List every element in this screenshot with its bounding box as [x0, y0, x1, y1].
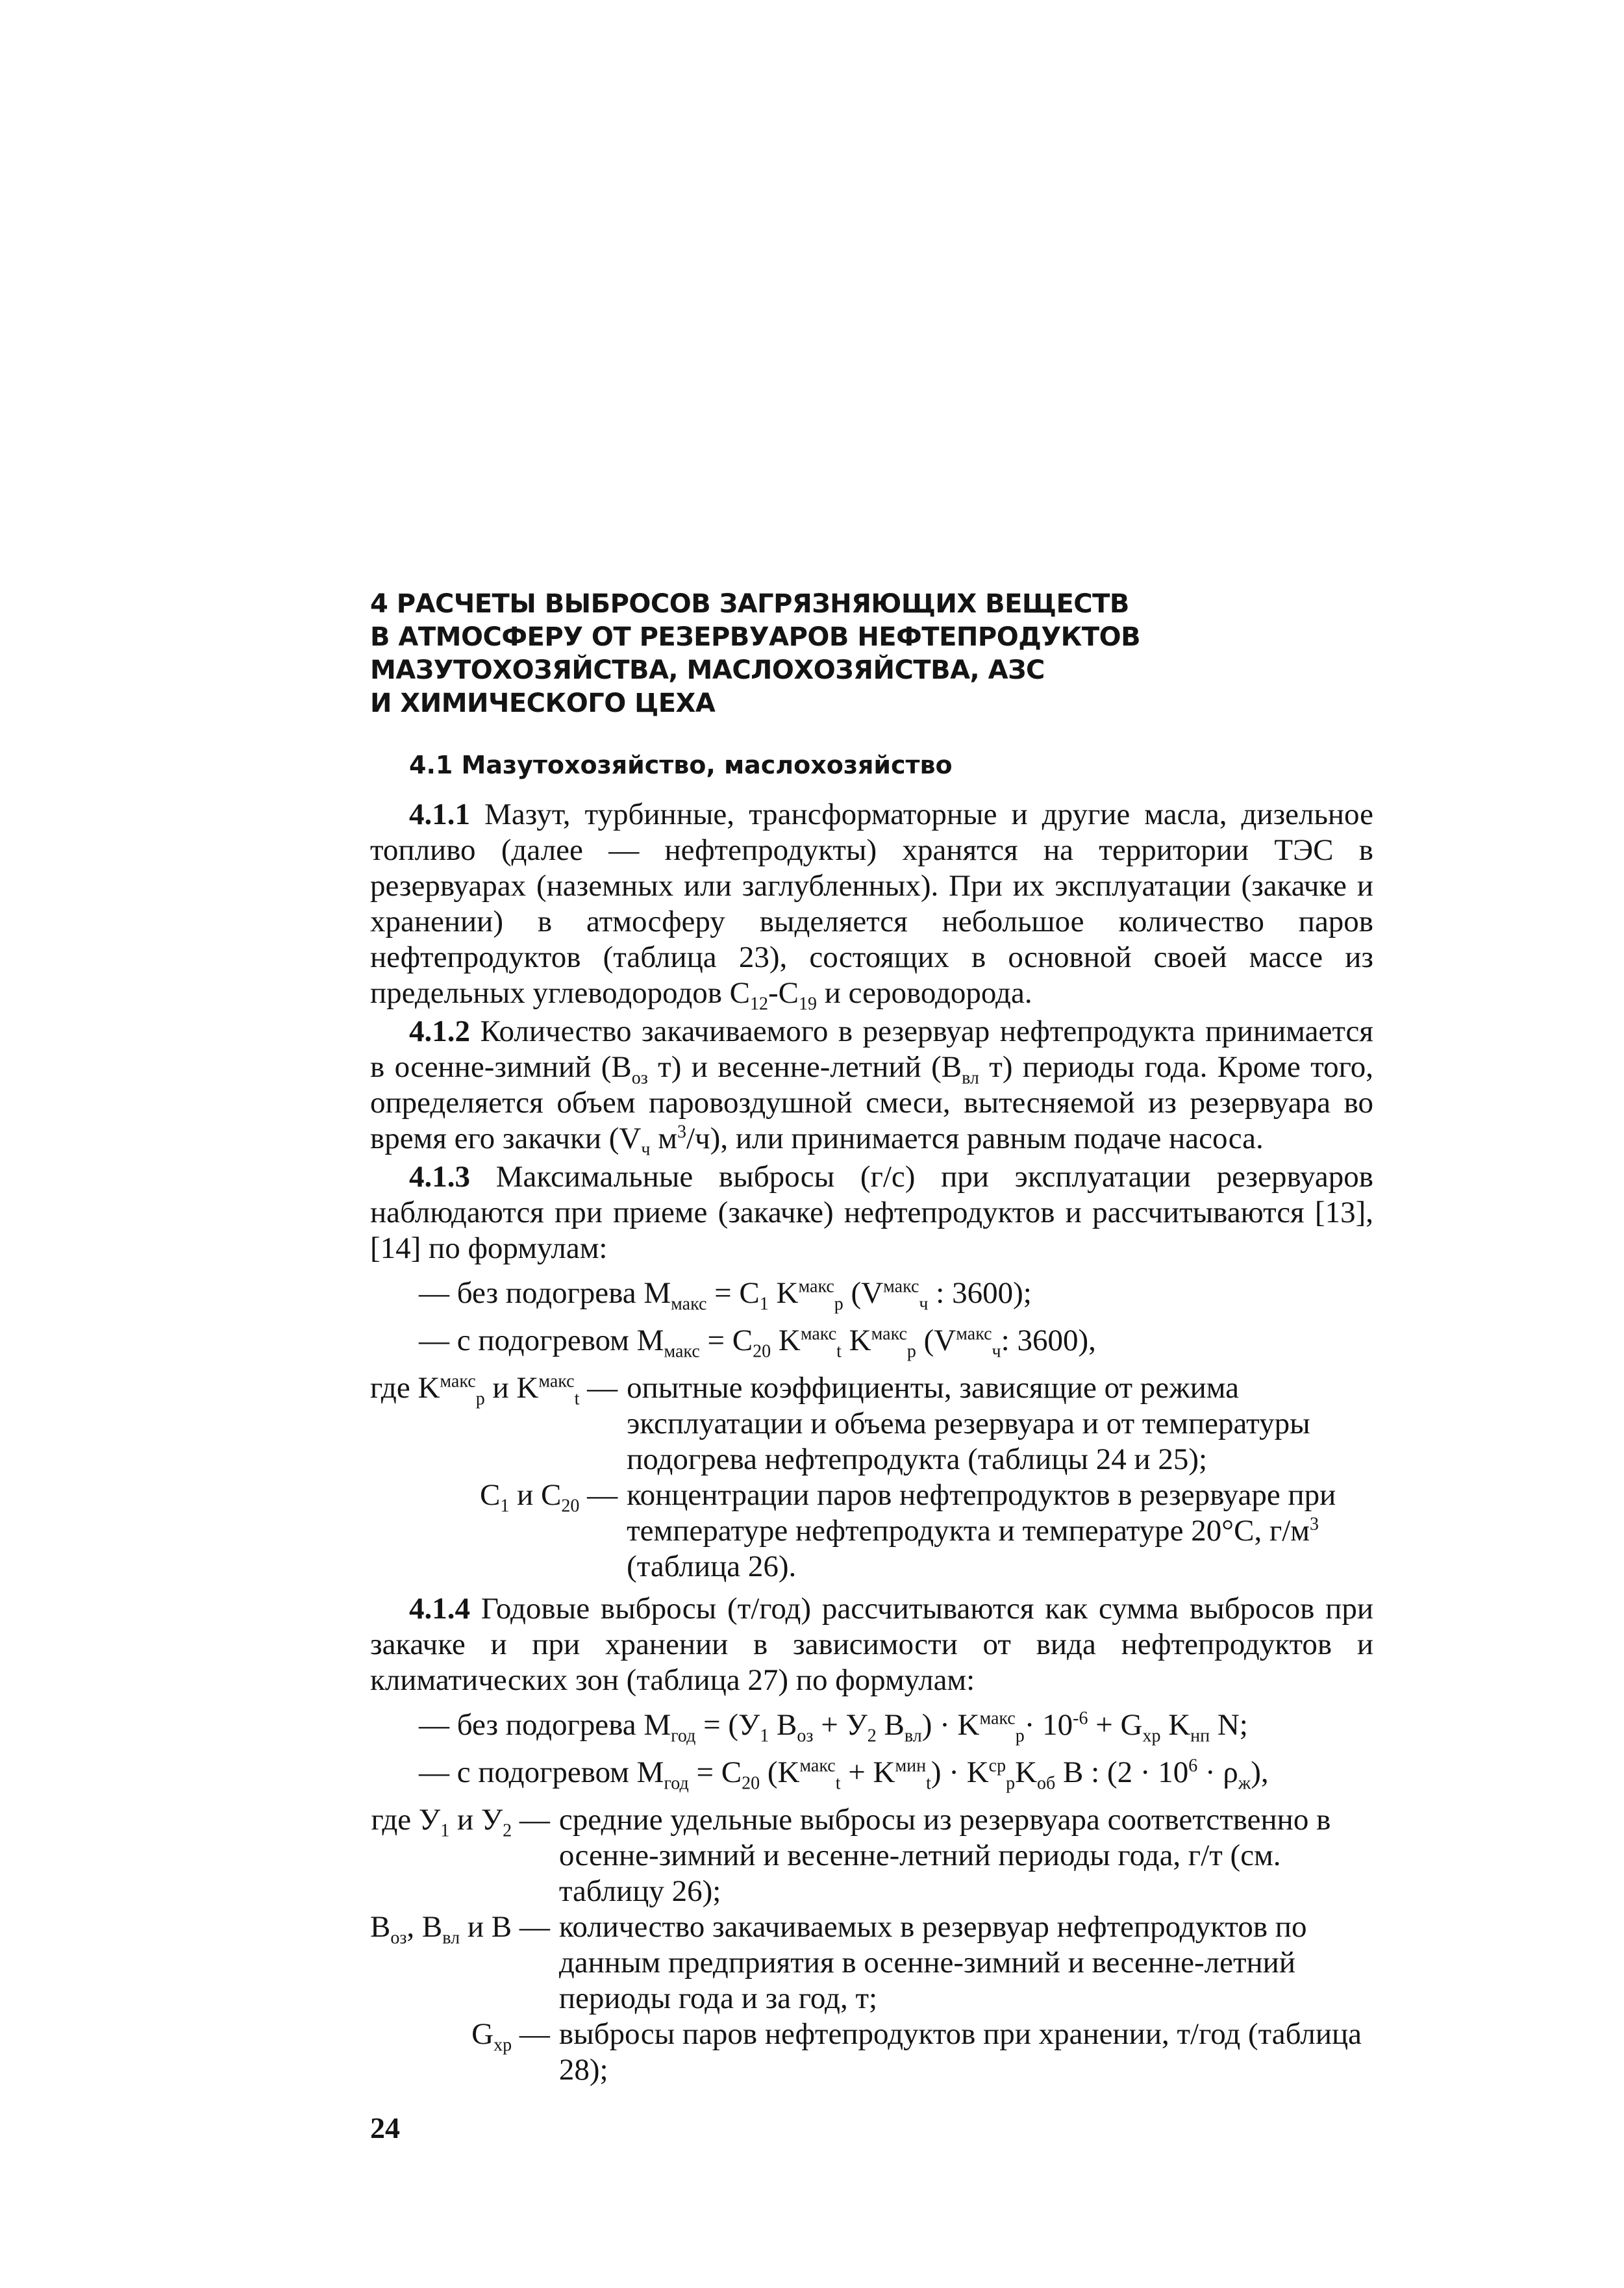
- subscript: вл: [962, 1068, 979, 1088]
- subscript: ч: [992, 1341, 1001, 1362]
- clause-number: 4.1.2: [409, 1014, 470, 1048]
- subscript: 20: [561, 1496, 580, 1516]
- subscript: 1: [440, 1820, 450, 1841]
- text: В : (2 · 10: [1055, 1755, 1189, 1789]
- subscript: 2: [503, 1820, 512, 1841]
- subscript: оз: [390, 1928, 407, 1948]
- text: — с подогревом М: [419, 1755, 664, 1789]
- definition-description: количество закачиваемых в резервуар нефтепродуктов по данным предприятия в осенне-зимний и весенне-летний периоды года и за год, т;: [558, 1910, 1307, 2015]
- subscript: t: [836, 1341, 842, 1362]
- subscript: макс: [664, 1341, 700, 1362]
- text: : 3600);: [928, 1276, 1032, 1310]
- text: В: [370, 1910, 391, 1944]
- paragraph-4-1-2: [370, 1014, 1373, 1160]
- superscript: макс: [798, 1276, 834, 1297]
- text: — без подогрева М: [419, 1708, 671, 1742]
- text: В: [769, 1708, 797, 1742]
- text: = С: [706, 1276, 760, 1310]
- superscript: макс: [538, 1371, 575, 1392]
- page-content: [370, 588, 1373, 2094]
- text: т) и весенне-летний (В: [647, 1050, 962, 1084]
- paragraph-4-1-4: [370, 1591, 1373, 1698]
- subscript: вл: [904, 1726, 922, 1746]
- section-heading: [370, 588, 1373, 720]
- text: концентрации паров нефтепродуктов в резервуаре при температуре нефтепродукта и температуре 20°С, г/м: [627, 1478, 1336, 1548]
- text: Годовые выбросы (т/год) рассчитываются как сумма выбросов при закачке и при хранении в зависимости от вида нефтепродуктов и климатических зон (таблица 27) по формулам:: [370, 1592, 1373, 1697]
- clause-number: 4.1.4: [409, 1592, 470, 1626]
- formula-heating-max: [419, 1323, 1373, 1362]
- superscript: макс: [871, 1324, 907, 1344]
- superscript: мин: [895, 1755, 927, 1776]
- paragraph-4-1-3: [370, 1159, 1373, 1266]
- text: Количество закачиваемого в резервуар нефтепродукта принимается в осенне-зимний (В: [370, 1014, 1373, 1084]
- text: N;: [1210, 1708, 1248, 1742]
- text: K: [841, 1324, 871, 1357]
- text: , В: [406, 1910, 443, 1944]
- superscript: 6: [1188, 1755, 1198, 1776]
- superscript: макс: [883, 1276, 919, 1297]
- formula-no-heating-max: [419, 1276, 1373, 1314]
- superscript: макс: [979, 1708, 1016, 1729]
- subscript: ж: [1238, 1773, 1251, 1794]
- definition-description: [627, 1477, 1373, 1585]
- text: K: [1160, 1708, 1191, 1742]
- subscript: 19: [799, 994, 818, 1014]
- subscript: 2: [867, 1726, 877, 1746]
- text: Мазут, турбинные, трансформаторные и другие масла, дизельное топливо (далее — нефтепродукты) хранятся на территории ТЭС в резервуарах (наземных или заглубленных). При их эксплуатации (закачке и хранении) в атмосферу выделяется небольшое количество паров нефтепродуктов (таблица 23), состоящих в основной своей массе из предельных углеводородов С: [370, 798, 1373, 1010]
- text: т) периоды года. Кроме того, определяется объем паровоздушной смеси, вытесняемой из резервуара во время его закачки (V: [370, 1050, 1373, 1155]
- subscript: 20: [753, 1341, 771, 1362]
- subscript: вл: [442, 1928, 460, 1948]
- text: : 3600),: [1001, 1324, 1096, 1357]
- subscript: оз: [631, 1068, 648, 1088]
- text: — без подогрева М: [419, 1276, 671, 1310]
- definition-description: опытные коэффициенты, зависящие от режима эксплуатации и объема резервуара и от температуры подогрева нефтепродукта (таблицы 24 и 25);: [627, 1371, 1310, 1476]
- heading-line: МАЗУТОХОЗЯЙСТВА, МАСЛОХОЗЯЙСТВА, АЗС: [370, 655, 1045, 685]
- subscript: нп: [1190, 1726, 1210, 1746]
- definition-term: [370, 1802, 550, 1909]
- clause-number: 4.1.1: [409, 798, 470, 831]
- text: (V: [843, 1276, 884, 1310]
- definitions-list: [370, 1370, 1373, 1585]
- subscript: об: [1037, 1773, 1056, 1794]
- superscript: макс: [800, 1324, 837, 1344]
- text: ),: [1251, 1755, 1269, 1789]
- text: В: [876, 1708, 905, 1742]
- subscript: год: [664, 1773, 689, 1794]
- subscript: р: [906, 1341, 916, 1362]
- text: (K: [760, 1755, 800, 1789]
- text: (V: [916, 1324, 956, 1357]
- subscript: хр: [1142, 1726, 1161, 1746]
- definition-term: [370, 2017, 550, 2088]
- text: -С: [768, 976, 799, 1010]
- text: /ч), или принимается равным подаче насоса.: [686, 1122, 1264, 1155]
- text: и У: [449, 1803, 503, 1837]
- subscript: 1: [760, 1726, 769, 1746]
- superscript: ср: [988, 1755, 1006, 1776]
- paragraph-4-1-1: [370, 797, 1373, 1014]
- subsection-heading: 4.1 Мазутохозяйство, маслохозяйство: [409, 751, 953, 779]
- text: ) · K: [921, 1708, 980, 1742]
- superscript: 3: [1310, 1514, 1319, 1535]
- text: + K: [840, 1755, 895, 1789]
- text: + У: [813, 1708, 868, 1742]
- text: = С: [699, 1324, 753, 1357]
- text: и В —: [460, 1910, 550, 1944]
- subscript: хр: [493, 2035, 512, 2055]
- subscript: р: [475, 1389, 485, 1409]
- superscript: макс: [799, 1755, 836, 1776]
- formula-heating-annual: [419, 1755, 1373, 1794]
- page-number: 24: [370, 2111, 400, 2144]
- text: (таблица 26).: [627, 1550, 797, 1583]
- text: Максимальные выбросы (г/с) при эксплуатации резервуаров наблюдаются при приеме (закачке) нефтепродуктов и рассчитываются [13], [14] по формулам:: [370, 1160, 1373, 1265]
- subscript: р: [1006, 1773, 1016, 1794]
- text: где У: [371, 1803, 441, 1837]
- text: где K: [370, 1371, 440, 1405]
- clause-number: 4.1.3: [409, 1160, 470, 1194]
- subscript: ч: [919, 1294, 929, 1314]
- text: —: [512, 2017, 550, 2051]
- definition-term: [370, 1477, 618, 1585]
- text: · 10: [1024, 1708, 1073, 1742]
- text: K: [1015, 1755, 1038, 1789]
- definition-term: [370, 1370, 618, 1477]
- subscript: ч: [641, 1139, 651, 1160]
- superscript: макс: [440, 1371, 476, 1392]
- subscript: год: [671, 1726, 696, 1746]
- subscript: 1: [500, 1496, 510, 1516]
- definition-description: средние удельные выбросы из резервуара соответственно в осенне-зимний и весенне-летний периоды года, г/т (см. таблицу 26);: [558, 1803, 1331, 1908]
- text: K: [771, 1324, 801, 1357]
- text: + G: [1088, 1708, 1143, 1742]
- superscript: 3: [677, 1122, 686, 1142]
- formula-no-heating-annual: [419, 1707, 1373, 1746]
- text: С: [480, 1478, 501, 1512]
- text: K: [768, 1276, 799, 1310]
- subscript: 12: [750, 994, 769, 1014]
- heading-line: И ХИМИЧЕСКОГО ЦЕХА: [370, 688, 716, 718]
- heading-line: 4 РАСЧЕТЫ ВЫБРОСОВ ЗАГРЯЗНЯЮЩИХ ВЕЩЕСТВ: [370, 589, 1129, 619]
- heading-line: В АТМОСФЕРУ ОТ РЕЗЕРВУАРОВ НЕФТЕПРОДУКТОВ: [370, 622, 1141, 652]
- text: —: [579, 1371, 618, 1405]
- superscript: -6: [1073, 1708, 1088, 1729]
- definition-term: [370, 1909, 550, 2017]
- subscript: t: [574, 1389, 580, 1409]
- text: и сероводорода.: [817, 976, 1032, 1010]
- definitions-list: [370, 1802, 1373, 2088]
- text: · ρ: [1197, 1755, 1238, 1789]
- superscript: макс: [956, 1324, 992, 1344]
- subscript: р: [1015, 1726, 1025, 1746]
- subscript: р: [834, 1294, 843, 1314]
- text: — с подогревом М: [419, 1324, 664, 1357]
- subscript: t: [835, 1773, 841, 1794]
- subscript: макс: [671, 1294, 707, 1314]
- definition-description: выбросы паров нефтепродуктов при хранении, т/год (таблица 28);: [558, 2017, 1362, 2087]
- text: и С: [509, 1478, 562, 1512]
- subscript: 1: [759, 1294, 769, 1314]
- text: м: [650, 1122, 677, 1155]
- text: = С: [688, 1755, 742, 1789]
- subscript: оз: [797, 1726, 814, 1746]
- subscript: t: [926, 1773, 931, 1794]
- text: —: [579, 1478, 618, 1512]
- text: ) · K: [931, 1755, 989, 1789]
- text: —: [512, 1803, 550, 1837]
- text: и K: [484, 1371, 539, 1405]
- subscript: 20: [742, 1773, 760, 1794]
- text: = (У: [695, 1708, 760, 1742]
- text: G: [471, 2017, 494, 2051]
